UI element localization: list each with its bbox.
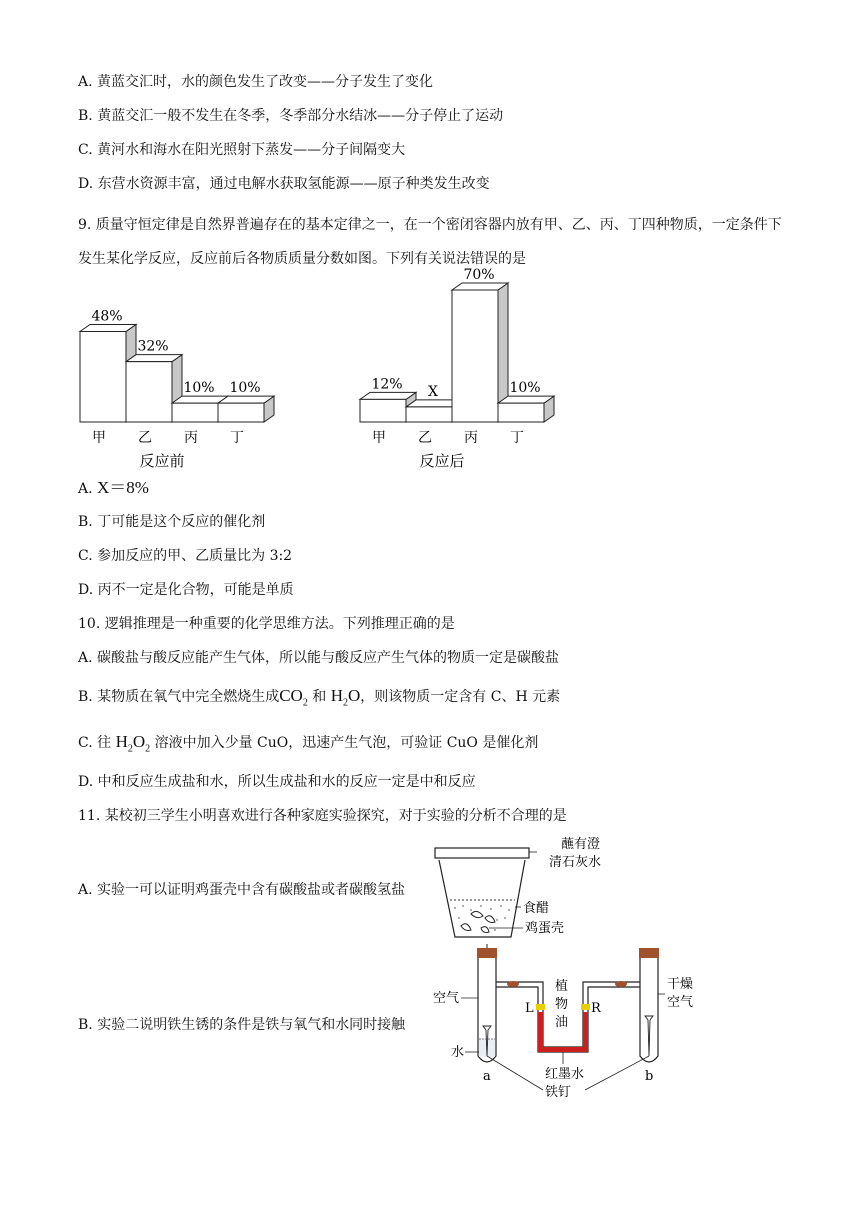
bar-top bbox=[452, 283, 508, 290]
label-vinegar: 食醋 bbox=[523, 901, 550, 916]
bar-top bbox=[498, 396, 554, 403]
chart-title: 反应后 bbox=[419, 452, 465, 470]
chart-before bbox=[80, 308, 274, 470]
q10-c-post: 溶液中加入少量 CuO，迅速产生气泡，可验证 CuO 是催化剂 bbox=[150, 735, 539, 751]
bar-label: 70% bbox=[463, 267, 495, 283]
bar-label: 48% bbox=[91, 308, 123, 325]
glass-plate bbox=[435, 848, 529, 858]
label-dry-1: 干燥 bbox=[667, 977, 694, 992]
left-pipe bbox=[496, 982, 543, 1010]
q11-option-a: A. 实验一可以证明鸡蛋壳中含有碳酸盐或者碳酸氢盐 bbox=[78, 882, 406, 898]
formula-h2o2 bbox=[115, 732, 151, 755]
h2o2-sub1: 2 bbox=[127, 743, 133, 755]
label-limewater-2: 清石灰水 bbox=[549, 855, 602, 870]
bar-front bbox=[172, 403, 218, 422]
q10-b-post: ，则该物质一定含有 C、H 元素 bbox=[360, 689, 561, 705]
q10-option-d: D. 中和反应生成盐和水，所以生成盐和水的反应一定是中和反应 bbox=[78, 774, 476, 790]
marker-l bbox=[536, 1004, 545, 1010]
label-a: a bbox=[483, 1069, 491, 1084]
h2o-h: H bbox=[330, 686, 344, 705]
category-label: 甲 bbox=[372, 430, 386, 446]
bar-front bbox=[360, 399, 406, 422]
q9-stem: 9. 质量守恒定律是自然界普遍存在的基本定律之一，在一个密闭容器内放有甲、乙、丙、丁四种物质，一定条件下发生某化学反应，反应前后各物质质量分数如图。下列有关说法错误的是 bbox=[78, 217, 782, 267]
bar-label: 10% bbox=[229, 380, 261, 397]
bar-front bbox=[406, 407, 452, 422]
category-label: 丙 bbox=[184, 430, 198, 446]
q11-option-b: B. 实验二说明铁生锈的条件是铁与氧气和水同时接触 bbox=[78, 1017, 406, 1033]
category-label: 乙 bbox=[138, 430, 152, 446]
h2o-o: O bbox=[348, 686, 361, 705]
q8-option-b: B. 黄蓝交汇一般不发生在冬季，冬季部分水结冰——分子停止了运动 bbox=[78, 108, 504, 124]
category-label: 丁 bbox=[510, 430, 524, 446]
q9-option-a bbox=[78, 478, 149, 499]
q9-charts bbox=[0, 262, 860, 478]
label-b: b bbox=[645, 1069, 654, 1084]
bar-label: 10% bbox=[509, 380, 541, 397]
bar-label: 10% bbox=[183, 380, 215, 397]
q10-option-b bbox=[78, 686, 560, 713]
label-oil-3: 油 bbox=[555, 1015, 569, 1030]
label-oil-2: 物 bbox=[555, 997, 569, 1012]
bar-top bbox=[360, 392, 416, 399]
beaker bbox=[439, 860, 525, 937]
right-nail bbox=[645, 1016, 653, 1056]
bar-top bbox=[126, 355, 182, 362]
label-ink: 红墨水 bbox=[545, 1067, 585, 1082]
q8-option-a: A. 黄蓝交汇时，水的颜色发生了改变——分子发生了变化 bbox=[78, 74, 434, 90]
label-oil-1: 植 bbox=[555, 979, 569, 994]
bar-front bbox=[498, 403, 544, 422]
formula-co2 bbox=[279, 686, 308, 709]
bar-label: 12% bbox=[371, 376, 403, 393]
label-r: R bbox=[591, 1001, 601, 1016]
bar-front bbox=[452, 290, 498, 422]
co2-main: CO bbox=[279, 686, 303, 705]
marker-r bbox=[581, 1004, 590, 1010]
chart-after bbox=[360, 267, 554, 470]
q9-option-b: B. 丁可能是这个反应的催化剂 bbox=[78, 514, 266, 530]
label-air: 空气 bbox=[433, 991, 460, 1006]
q10-option-c bbox=[78, 732, 538, 759]
bar-丁 bbox=[498, 396, 554, 422]
bar-label: X bbox=[428, 383, 438, 400]
right-stopper bbox=[639, 948, 659, 958]
label-water: 水 bbox=[451, 1045, 465, 1060]
q9-option-d: D. 丙不一定是化合物，可能是单质 bbox=[78, 582, 294, 598]
label-limewater-1: 蘸有澄 bbox=[561, 837, 601, 852]
bar-丙 bbox=[452, 283, 508, 422]
formula-h2o bbox=[330, 686, 361, 709]
h2o2-h: H bbox=[115, 732, 128, 751]
label-l: L bbox=[525, 1001, 534, 1016]
q8-option-d: D. 东营水资源丰富，通过电解水获取氢能源——原子种类发生改变 bbox=[78, 176, 490, 192]
bar-front bbox=[218, 403, 264, 422]
q9-option-c: C. 参加反应的甲、乙质量比为 3:2 bbox=[78, 548, 293, 564]
category-label: 乙 bbox=[418, 430, 432, 446]
category-label: 丙 bbox=[464, 430, 478, 446]
bar-丁 bbox=[218, 396, 274, 422]
q9-option-a-prefix: A. bbox=[78, 481, 98, 497]
bar-front bbox=[126, 362, 172, 422]
q10-option-a: A. 碳酸盐与酸反应能产生气体，所以能与酸反应产生气体的物质一定是碳酸盐 bbox=[78, 650, 560, 666]
q10-stem: 10. 逻辑推理是一种重要的化学思维方法。下列推理正确的是 bbox=[78, 616, 455, 632]
bar-top bbox=[218, 396, 274, 403]
q9-option-a-math: X＝8% bbox=[97, 478, 149, 497]
q10-b-pre: B. 某物质在氧气中完全燃烧生成 bbox=[78, 689, 280, 705]
bar-top bbox=[80, 324, 136, 331]
h2o2-o: O bbox=[132, 732, 146, 751]
category-label: 丁 bbox=[230, 430, 244, 446]
label-nail: 铁钉 bbox=[545, 1085, 572, 1100]
label-dry-2: 空气 bbox=[667, 995, 694, 1010]
q10-c-pre: C. 往 bbox=[78, 735, 116, 751]
bar-label: 32% bbox=[137, 338, 169, 355]
h2o2-sub2: 2 bbox=[145, 743, 151, 755]
experiment-two-diagram bbox=[425, 944, 715, 1104]
co2-sub: 2 bbox=[302, 697, 308, 709]
q11-stem: 11. 某校初三学生小明喜欢进行各种家庭实验探究，对于实验的分析不合理的是 bbox=[78, 808, 567, 824]
category-label: 甲 bbox=[92, 430, 106, 446]
left-stopper bbox=[477, 948, 497, 958]
chart-title: 反应前 bbox=[139, 452, 185, 470]
q8-option-c: C. 黄河水和海水在阳光照射下蒸发——分子间隔变大 bbox=[78, 142, 406, 158]
q10-b-and: 和 bbox=[307, 689, 331, 705]
experiment-one-diagram bbox=[425, 832, 610, 944]
h2o-sub: 2 bbox=[343, 697, 349, 709]
eggshell-pieces bbox=[461, 911, 495, 932]
label-shell: 鸡蛋壳 bbox=[525, 921, 565, 936]
bar-front bbox=[80, 331, 126, 422]
